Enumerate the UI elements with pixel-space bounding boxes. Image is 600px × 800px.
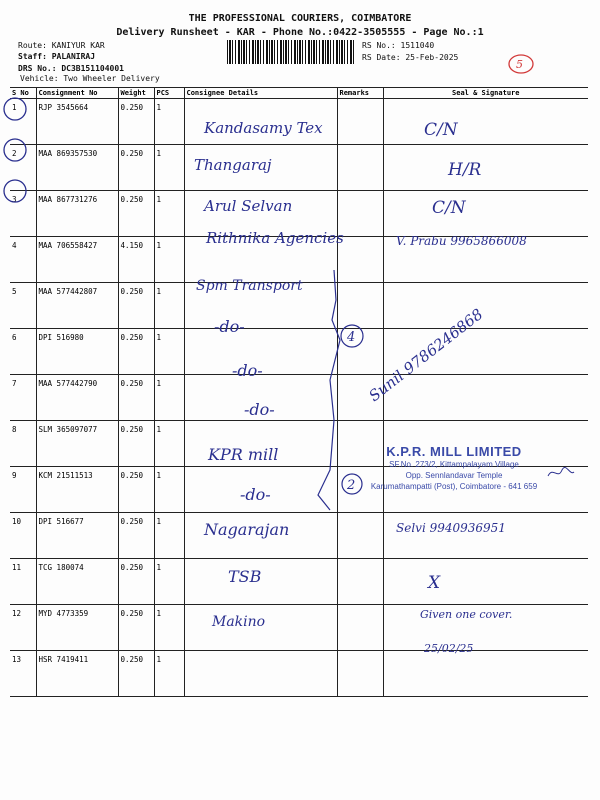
cell-sno: 1 (10, 99, 36, 145)
cell-consignee-details (184, 145, 337, 191)
cell-remarks (337, 283, 383, 329)
cell-seal-signature (383, 237, 588, 283)
cell-pcs: 1 (154, 191, 184, 237)
cell-weight: 0.250 (118, 375, 154, 421)
cell-consignment-no: TCG 180074 (36, 559, 118, 605)
cell-consignment-no: MAA 577442790 (36, 375, 118, 421)
hw-count-4: 4 (347, 330, 356, 345)
table-row (10, 237, 588, 283)
cell-consignment-no: RJP 3545664 (36, 99, 118, 145)
table-row (10, 375, 588, 421)
col-weight: Weight (118, 88, 154, 99)
col-seal: Seal & Signature (383, 88, 588, 99)
company-stamp (338, 444, 570, 492)
cell-seal-signature (383, 329, 588, 375)
cell-pcs: 1 (154, 559, 184, 605)
vehicle-info: Vehicle: Two Wheeler Delivery (20, 74, 160, 83)
cell-sno: 3 (10, 191, 36, 237)
cell-seal-signature (383, 651, 588, 697)
rs-number: RS No.: 1511040 (362, 41, 435, 50)
stamp-line-1: SF.No. 273/2, Kittampalayam Village (389, 460, 519, 469)
company-title: THE PROFESSIONAL COURIERS, COIMBATORE (188, 13, 412, 24)
staff-info: Staff: PALANIRAJ (18, 52, 96, 61)
cell-remarks (337, 145, 383, 191)
cell-remarks (337, 559, 383, 605)
col-consignee: Consignee Details (184, 88, 337, 99)
cell-remarks (337, 191, 383, 237)
cell-pcs: 1 (154, 651, 184, 697)
table-header-row (10, 88, 588, 99)
hw-consignee-11: Nagarajan (204, 520, 290, 539)
hw-date: 25/02/25 (424, 642, 474, 655)
cell-sno: 4 (10, 237, 36, 283)
col-consignment: Consignment No (36, 88, 118, 99)
hw-consignee-12: TSB (228, 567, 262, 586)
cell-weight: 0.250 (118, 605, 154, 651)
cell-consignee-details (184, 605, 337, 651)
cell-pcs: 1 (154, 421, 184, 467)
hw-consignee-4: Rithnika Agencies (206, 229, 344, 247)
col-remarks: Remarks (337, 88, 383, 99)
runsheet-title: Delivery Runsheet - KAR - Phone No.:0422-3505555 - Page No.:1 (116, 27, 484, 38)
cell-remarks (337, 375, 383, 421)
hw-sign-1: C/N (424, 120, 458, 140)
hw-consignee-1: Kandasamy Tex (204, 119, 323, 137)
cell-consignment-no: MAA 577442807 (36, 283, 118, 329)
hw-consignee-8: -do- (244, 400, 275, 419)
table-row (10, 651, 588, 697)
table-row (10, 329, 588, 375)
cell-seal-signature (383, 283, 588, 329)
cell-consignee-details (184, 375, 337, 421)
table-row (10, 283, 588, 329)
cell-consignment-no: DPI 516980 (36, 329, 118, 375)
cell-consignee-details (184, 283, 337, 329)
cell-pcs: 1 (154, 329, 184, 375)
cell-weight: 0.250 (118, 191, 154, 237)
page-mark: 5 (516, 58, 523, 71)
cell-consignment-no: KCM 21511513 (36, 467, 118, 513)
cell-weight: 0.250 (118, 467, 154, 513)
cell-sno: 9 (10, 467, 36, 513)
cell-weight: 0.250 (118, 651, 154, 697)
cell-weight: 0.250 (118, 421, 154, 467)
hw-consignee-13: Makino (212, 614, 266, 630)
cell-sno: 7 (10, 375, 36, 421)
table-row (10, 513, 588, 559)
cell-weight: 4.150 (118, 237, 154, 283)
stamp-line-2: Opp. Sennlandavar Temple (405, 471, 503, 480)
table-row (10, 191, 588, 237)
route-info: Route: KANIYUR KAR (18, 41, 105, 50)
cell-seal-signature (383, 191, 588, 237)
cell-weight: 0.250 (118, 513, 154, 559)
hw-sign-7: X (428, 573, 441, 593)
cell-pcs: 1 (154, 237, 184, 283)
cell-consignee-details (184, 329, 337, 375)
hw-consignee-9: KPR mill (208, 445, 279, 464)
cell-pcs: 1 (154, 513, 184, 559)
cell-sno: 13 (10, 651, 36, 697)
page-mark-circle (509, 55, 533, 73)
delivery-table (10, 87, 588, 697)
cell-remarks (337, 605, 383, 651)
cell-seal-signature (383, 559, 588, 605)
cell-consignee-details (184, 99, 337, 145)
hw-consignee-2: Thangaraj (194, 156, 272, 174)
cell-consignment-no: MYD 4773359 (36, 605, 118, 651)
cell-consignment-no: HSR 7419411 (36, 651, 118, 697)
cell-sno: 8 (10, 421, 36, 467)
cell-remarks (337, 329, 383, 375)
hw-consignee-10: -do- (240, 485, 271, 504)
cell-remarks (337, 513, 383, 559)
cell-sno: 5 (10, 283, 36, 329)
hw-sign-3: C/N (432, 198, 466, 218)
cell-consignee-details (184, 237, 337, 283)
cell-consignment-no: MAA 706558427 (36, 237, 118, 283)
hw-count-2: 2 (347, 478, 356, 493)
table-row (10, 145, 588, 191)
col-sno: S No (10, 88, 36, 99)
cell-consignment-no: SLM 365097077 (36, 421, 118, 467)
cell-consignee-details (184, 513, 337, 559)
drs-number: DRS No.: DC3B151104001 (18, 64, 124, 73)
cell-pcs: 1 (154, 605, 184, 651)
cell-consignee-details (184, 191, 337, 237)
stamp-name: K.P.R. MILL LIMITED (386, 444, 522, 459)
cell-sno: 10 (10, 513, 36, 559)
hw-consignee-6: -do- (214, 317, 245, 336)
cell-seal-signature (383, 375, 588, 421)
table-row (10, 605, 588, 651)
cell-sno: 12 (10, 605, 36, 651)
hw-sign-2: H/R (448, 160, 482, 180)
stamp-line-3: Karumathampatti (Post), Coimbatore - 641 659 (370, 482, 538, 491)
cell-sno: 2 (10, 145, 36, 191)
cell-consignment-no: MAA 867731276 (36, 191, 118, 237)
cell-seal-signature (383, 513, 588, 559)
cell-seal-signature (383, 605, 588, 651)
cell-remarks (337, 99, 383, 145)
cell-consignee-details (184, 651, 337, 697)
hw-sign-4: V. Prabu 9965866008 (396, 234, 527, 248)
cell-weight: 0.250 (118, 329, 154, 375)
cell-seal-signature (383, 145, 588, 191)
table-row (10, 559, 588, 605)
cell-sno: 6 (10, 329, 36, 375)
hw-consignee-5: Spm Transport (196, 278, 303, 294)
cell-consignment-no: MAA 869357530 (36, 145, 118, 191)
col-pcs: PCS (154, 88, 184, 99)
rs-date: RS Date: 25-Feb-2025 (362, 53, 459, 62)
cell-pcs: 1 (154, 467, 184, 513)
cell-pcs: 1 (154, 375, 184, 421)
hw-consignee-7: -do- (232, 361, 263, 380)
cell-sno: 11 (10, 559, 36, 605)
hw-sign-8: Given one cover. (420, 608, 513, 621)
hw-sign-6: Selvi 9940936951 (396, 521, 506, 535)
cell-consignee-details (184, 421, 337, 467)
cell-remarks (337, 651, 383, 697)
cell-consignment-no: DPI 516677 (36, 513, 118, 559)
cell-pcs: 1 (154, 99, 184, 145)
cell-seal-signature (383, 99, 588, 145)
cell-consignee-details (184, 559, 337, 605)
cell-weight: 0.250 (118, 99, 154, 145)
cell-weight: 0.250 (118, 559, 154, 605)
cell-pcs: 1 (154, 145, 184, 191)
cell-weight: 0.250 (118, 283, 154, 329)
cell-pcs: 1 (154, 283, 184, 329)
hw-consignee-3: Arul Selvan (204, 197, 293, 215)
cell-weight: 0.250 (118, 145, 154, 191)
cell-remarks (337, 237, 383, 283)
cell-consignee-details (184, 467, 337, 513)
barcode (227, 40, 355, 64)
hw-sign-5: Sunil 9786246868 (365, 305, 487, 406)
table-row (10, 99, 588, 145)
